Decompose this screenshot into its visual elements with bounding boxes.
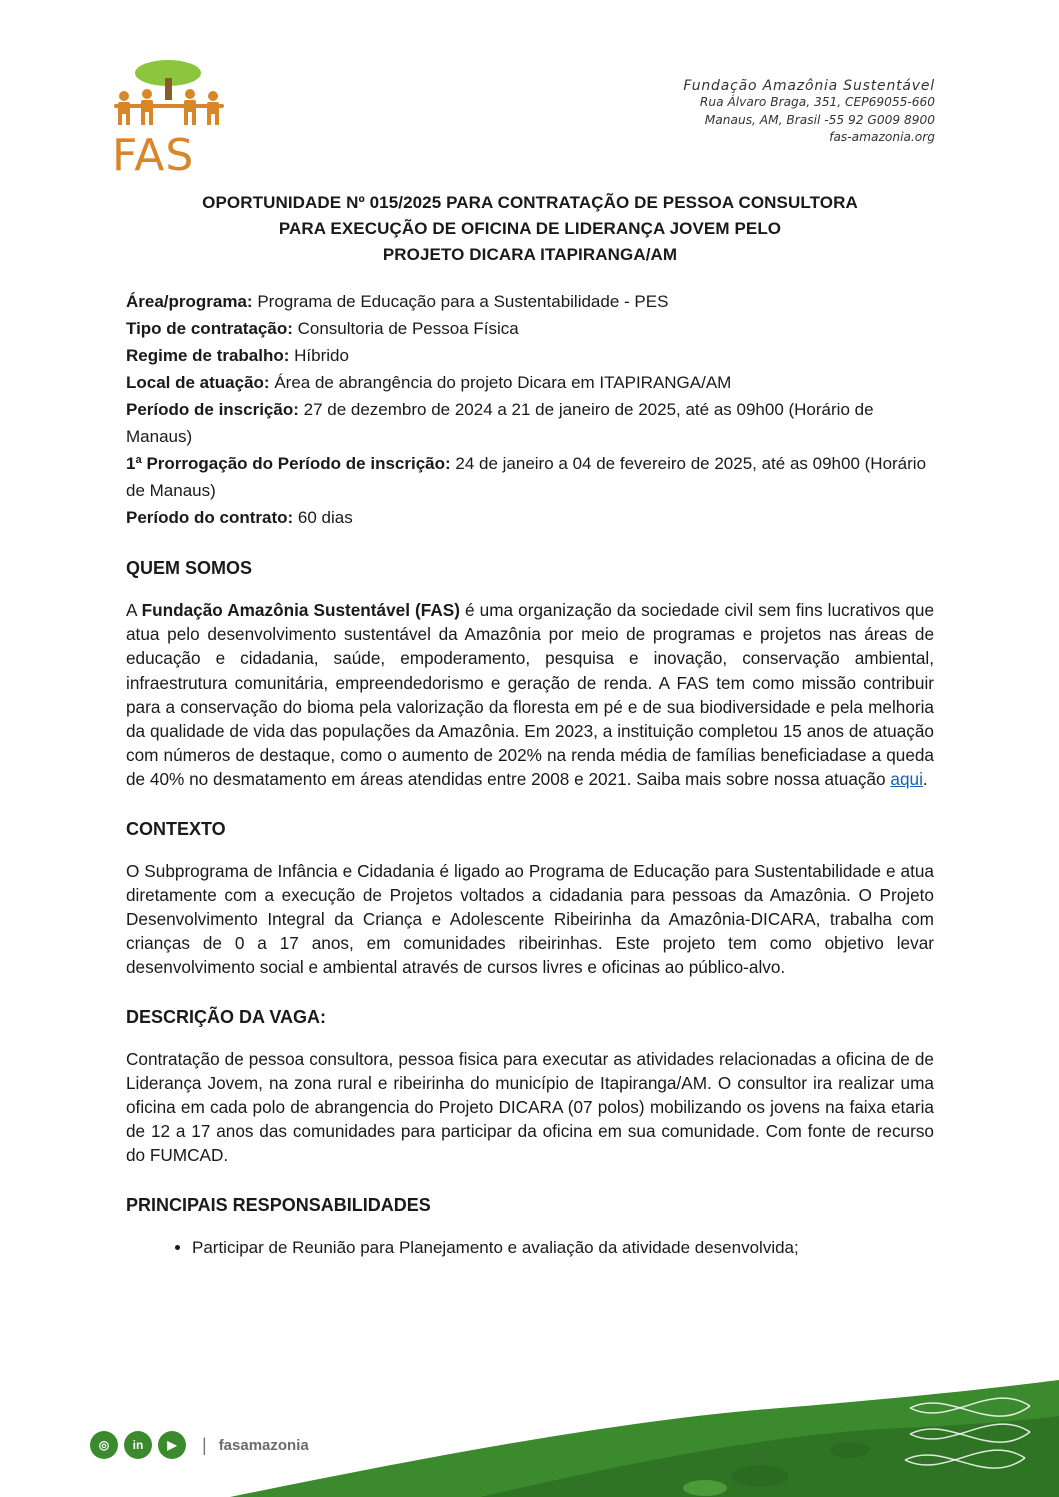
paragraph-quem-somos: A Fundação Amazônia Sustentável (FAS) é uma organização da sociedade civil sem fins lucrativos que atua pelo desenvolvimento sustentável da Amazônia por meio de programas e projetos nas áreas de educação e cidadania, saúde, empoderamento, pesquisa e inovação, conservação ambiental, infraestrutura comunitária, empreendedorismo e geração de renda. A FAS tem como missão contribuir para a conservação do bioma pela valorização da floresta em pé e de sua biodiversidade e pela melhoria da qualidade de vida das populações da Amazônia. Em 2023, a instituição completou 15 anos de atuação com números de destaque, como o aumento de 202% na renda média de famílias beneficiadase a queda de 40% no desmatamento em áreas atendidas entre 2008 e 2021. Saiba mais sobre nossa atuação aqui. bbox=[126, 600, 935, 790]
social-handle: fasamazonia bbox=[218, 1436, 309, 1454]
info-local: Local de atuação: Área de abrangência do projeto Dicara em ITAPIRANGA/AM bbox=[126, 373, 732, 392]
info-contrato: Período do contrato: 60 dias bbox=[126, 508, 353, 527]
info-tipo: Tipo de contratação: Consultoria de Pessoa Física bbox=[126, 319, 519, 338]
website: fas-amazonia.org bbox=[829, 130, 935, 144]
heading-contexto: CONTEXTO bbox=[126, 818, 226, 839]
instagram-icon[interactable]: ◎ bbox=[90, 1431, 118, 1459]
title-line-3: PROJETO DICARA ITAPIRANGA/AM bbox=[382, 245, 678, 264]
tree-people-icon bbox=[112, 58, 227, 133]
organization-header bbox=[683, 78, 935, 147]
fas-logo bbox=[112, 58, 227, 180]
info-periodo: Período de inscrição: 27 de dezembro de 2024 a 21 de janeiro de 2025, até as 09h00 (Horário de Manaus) bbox=[126, 400, 874, 446]
heading-descricao: DESCRIÇÃO DA VAGA: bbox=[126, 1006, 327, 1027]
linkedin-icon[interactable]: in bbox=[124, 1431, 152, 1459]
paragraph-descricao: Contratação de pessoa consultora, pessoa fisica para executar as atividades relacionadas a oficina de de Liderança Jovem, na zona rural e ribeirinha do município de Itapiranga/AM. O consultor ira realizar uma oficina em cada polo de abrangencia do Projeto DICARA (07 polos) mobilizando os jovens na faixa etaria de 12 a 17 anos das comunidades para participar da oficina em sua comunidade. Com fonte de recurso do FUMCAD. bbox=[126, 1048, 934, 1166]
list-item: • Participar de Reunião para Planejamento e avaliação da atividade desenvolvida; bbox=[192, 1235, 934, 1261]
paragraph-contexto: O Subprograma de Infância e Cidadania é ligado ao Programa de Educação para Sustentabilidade e atua diretamente com a execução de Projetos voltados a cidadania para pessoas da Amazônia. O Projeto Desenvolvimento Integral da Criança e Adolescente Ribeirinha da Amazônia-DICARA, trabalha com crianças de 0 a 17 anos, em comunidades ribeirinhas. Este projeto tem como objetivo levar desenvolvimento social e ambiental através de cursos livres e oficinas ao público-alvo. bbox=[126, 860, 934, 978]
aqui-link[interactable]: aqui bbox=[890, 769, 923, 790]
title-line-1: OPORTUNIDADE Nº 015/2025 PARA CONTRATAÇÃO DE PESSOA CONSULTORA bbox=[202, 193, 858, 212]
info-area: Área/programa: Programa de Educação para a Sustentabilidade - PES bbox=[126, 292, 669, 311]
heading-responsabilidades: PRINCIPAIS RESPONSABILIDADES bbox=[126, 1194, 431, 1215]
title-line-2: PARA EXECUÇÃO DE OFICINA DE LIDERANÇA JOVEM PELO bbox=[278, 219, 782, 238]
footer-social bbox=[90, 1431, 309, 1459]
info-prorrogacao: 1ª Prorrogação do Período de inscrição: 24 de janeiro a 04 de fevereiro de 2025, até as 09h00 (Horário de Manaus) bbox=[126, 454, 927, 500]
logo-text: FAS bbox=[112, 130, 195, 181]
youtube-icon[interactable]: ▶ bbox=[158, 1431, 186, 1459]
document-body bbox=[126, 288, 934, 1261]
heading-quem-somos: QUEM SOMOS bbox=[126, 558, 253, 578]
address-line-2: Manaus, AM, Brasil -55 92 G009 8900 bbox=[704, 112, 935, 127]
org-name: Fundação Amazônia Sustentável bbox=[683, 78, 935, 94]
job-info bbox=[126, 288, 934, 531]
document-title bbox=[126, 190, 934, 268]
address-line-1: Rua Álvaro Braga, 351, CEP69055-660 bbox=[699, 95, 935, 109]
footer-separator: | bbox=[202, 1434, 207, 1455]
info-regime: Regime de trabalho: Híbrido bbox=[126, 346, 349, 365]
responsabilidades-list bbox=[126, 1235, 934, 1261]
